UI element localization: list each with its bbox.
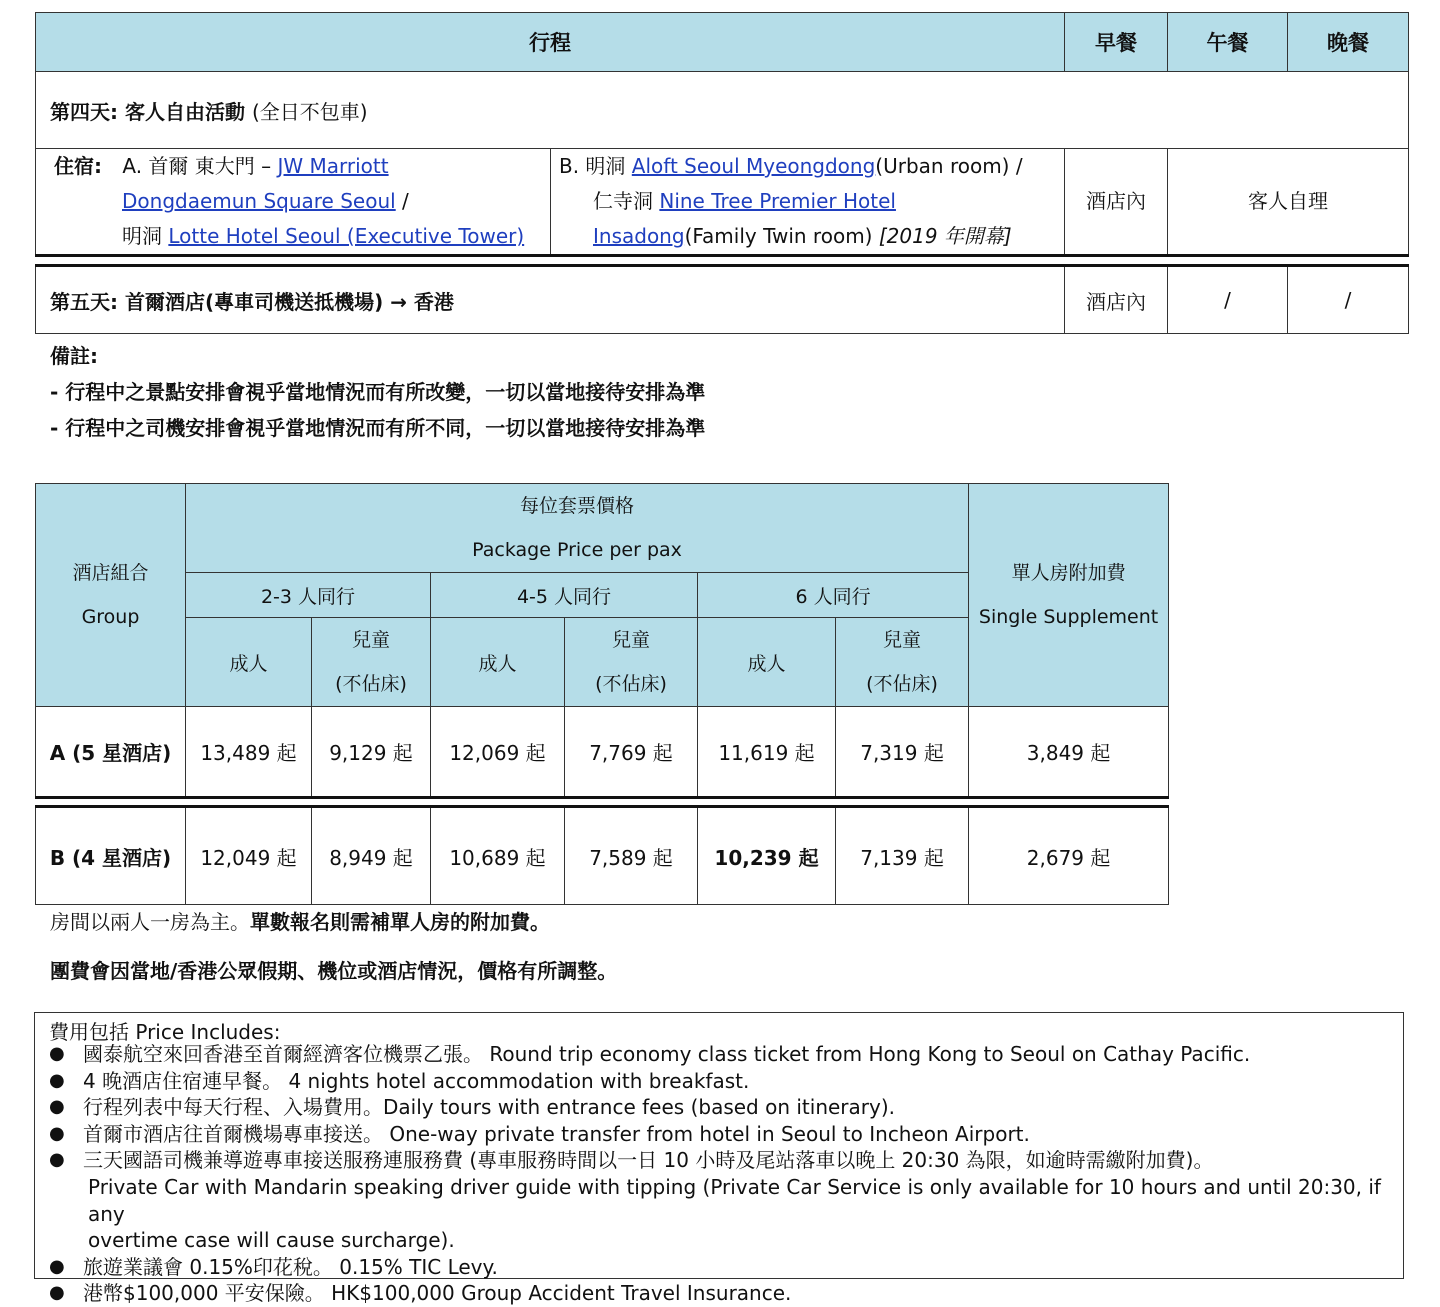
child-label: 兒童 xyxy=(351,629,390,651)
adult-header-2: 成人 xyxy=(431,618,565,707)
bullet-icon: ● xyxy=(49,1069,65,1091)
lodging-row xyxy=(36,149,1409,256)
includes-title: 費用包括 Price Includes: xyxy=(49,1020,281,1044)
lodging-a-sep: / xyxy=(395,189,409,213)
aloft-myeongdong-link[interactable]: Aloft Seoul Myeongdong xyxy=(631,154,876,178)
price-b-4-5-adult: 10,689 起 xyxy=(431,807,565,905)
price-header-row-1 xyxy=(36,484,1169,573)
group-a: A (5 星酒店) xyxy=(36,707,186,798)
lodging-a-line2 xyxy=(54,184,550,219)
child-no-bed: (不佔床) xyxy=(335,673,407,695)
bullet-icon: ● xyxy=(49,1096,65,1118)
jw-marriott-link[interactable]: JW Marriott xyxy=(277,154,389,178)
price-b-4-5-child: 7,589 起 xyxy=(565,807,698,905)
room-note-normal: 房間以兩人一房為主。 xyxy=(50,910,250,934)
list-item xyxy=(35,1121,1395,1148)
lodging-a-prefix: A. 首爾 東大門 – xyxy=(122,154,278,178)
list-item xyxy=(35,1147,1395,1253)
header-breakfast: 早餐 xyxy=(1065,13,1168,72)
child-no-bed: (不佔床) xyxy=(595,673,667,695)
child-header-3 xyxy=(836,618,969,707)
adult-header-3: 成人 xyxy=(698,618,836,707)
price-a-6-child: 7,319 起 xyxy=(836,707,969,798)
lodging-option-a xyxy=(36,149,551,256)
lodging-option-b xyxy=(551,149,1065,256)
price-a-4-5-adult: 12,069 起 xyxy=(431,707,565,798)
price-b-2-3-child: 8,949 起 xyxy=(312,807,431,905)
lodging-b-suffix2: (Family Twin room) xyxy=(684,224,879,248)
header-lunch: 午餐 xyxy=(1168,13,1288,72)
list-item xyxy=(35,1068,1395,1095)
day5-row xyxy=(36,266,1409,334)
lotte-hotel-link[interactable]: Lotte Hotel Seoul (Executive Tower) xyxy=(168,224,525,248)
include-item-3: 行程列表中每天行程、入場費用。Daily tours with entrance fees (based on itinerary). xyxy=(83,1095,896,1120)
bullet-icon: ● xyxy=(49,1122,65,1144)
include-item-6: 旅遊業議會 0.15%印花稅。 0.15% TIC Levy. xyxy=(83,1254,498,1279)
day4-row xyxy=(36,72,1409,149)
remarks xyxy=(50,338,705,446)
price-b-6-adult: 10,239 起 xyxy=(698,807,836,905)
group-header xyxy=(36,484,186,707)
child-no-bed: (不佔床) xyxy=(866,673,938,695)
include-item-5: 三天國語司機兼導遊專車接送服務連服務費 (專車服務時間以一日 10 小時及尾站落車以晚上 20:30 為限，如逾時需繳附加費)。 xyxy=(83,1148,1214,1173)
price-b-6-child: 7,139 起 xyxy=(836,807,969,905)
lodging-b-area2: 仁寺洞 xyxy=(593,189,660,213)
package-header xyxy=(186,484,969,573)
lodging-b-line1 xyxy=(559,149,1064,184)
price-a-2-3-adult: 13,489 起 xyxy=(186,707,312,798)
separator-cell xyxy=(36,798,1169,807)
child-header-2 xyxy=(565,618,698,707)
lodging-b-opening: [2019 年開幕] xyxy=(878,224,1012,248)
header-dinner: 晚餐 xyxy=(1288,13,1409,72)
include-item-5-sub1: Private Car with Mandarin speaking driver guide with tipping (Private Car Service is only available for 10 hours and until 20:30, if any xyxy=(88,1174,1381,1226)
price-adjust-note: 團費會因當地/香港公眾假期、機位或酒店情況，價格有所調整。 xyxy=(50,959,618,983)
single-b: 2,679 起 xyxy=(969,807,1169,905)
lodging-b-suffix1: (Urban room) / xyxy=(875,154,1023,178)
include-item-7: 港幣$100,000 平安保險。 HK$100,000 Group Accident Travel Insurance. xyxy=(83,1281,792,1306)
size-6: 6 人同行 xyxy=(698,573,969,618)
day5-breakfast: 酒店內 xyxy=(1065,266,1168,334)
lodging-a-line3 xyxy=(54,219,550,254)
table-row xyxy=(36,807,1169,905)
header-itinerary: 行程 xyxy=(36,13,1065,72)
list-item xyxy=(35,1280,1395,1307)
lodging-a-area2: 明洞 xyxy=(122,224,169,248)
day5-lunch: / xyxy=(1168,266,1288,334)
lodging-breakfast: 酒店內 xyxy=(1065,149,1168,256)
single-supplement-header xyxy=(969,484,1169,707)
day4-note: (全日不包車) xyxy=(251,99,368,124)
include-item-4: 首爾市酒店往首爾機場專車接送。 One-way private transfer from hotel in Seoul to Incheon Airport. xyxy=(83,1121,1030,1146)
day4-cell xyxy=(36,72,1409,149)
day5-cell xyxy=(36,266,1065,334)
single-header-en: Single Supplement xyxy=(978,606,1159,628)
day4-label: 第四天: xyxy=(50,99,118,124)
include-item-5-sub2: overtime case will cause surcharge). xyxy=(88,1228,455,1253)
package-header-zh: 每位套票價格 xyxy=(520,495,635,517)
single-header-zh: 單人房附加費 xyxy=(1011,562,1126,584)
itinerary-table xyxy=(35,12,1409,334)
group-header-en: Group xyxy=(81,606,140,628)
size-2-3: 2-3 人同行 xyxy=(186,573,431,618)
bullet-icon: ● xyxy=(49,1043,65,1064)
size-4-5: 4-5 人同行 xyxy=(431,573,698,618)
day5-dinner: / xyxy=(1288,266,1409,334)
lodging-label: 住宿: xyxy=(54,154,102,178)
room-note-bold: 單數報名則需補單人房的附加費。 xyxy=(250,910,550,934)
group-header-zh: 酒店組合 xyxy=(72,562,149,584)
package-header-en: Package Price per pax xyxy=(472,539,682,561)
nine-tree-link[interactable]: Nine Tree Premier Hotel xyxy=(659,189,896,213)
lodging-b-prefix: B. 明洞 xyxy=(559,154,632,178)
adult-header-1: 成人 xyxy=(186,618,312,707)
price-table xyxy=(35,483,1169,905)
include-item-1: 國泰航空來回香港至首爾經濟客位機票乙張。 Round trip economy class ticket from Hong Kong to Seoul on Cathay Pacific. xyxy=(83,1042,1251,1066)
price-separator xyxy=(36,798,1169,807)
nine-tree-insadong-link[interactable]: Insadong xyxy=(593,224,685,248)
room-note xyxy=(50,906,550,935)
price-a-2-3-child: 9,129 起 xyxy=(312,707,431,798)
bullet-icon: ● xyxy=(49,1149,65,1171)
child-label: 兒童 xyxy=(611,629,650,651)
lodging-b-line2 xyxy=(559,184,1064,219)
day5-title: 首爾酒店(專車司機送抵機場) → 香港 xyxy=(124,289,454,314)
itinerary-header-row xyxy=(36,13,1409,72)
single-a: 3,849 起 xyxy=(969,707,1169,798)
list-item xyxy=(35,1254,1395,1281)
group-b: B (4 星酒店) xyxy=(36,807,186,905)
separator-cell xyxy=(36,256,1409,266)
remarks-title: 備註: xyxy=(50,344,98,368)
table-row xyxy=(36,707,1169,798)
lodging-a-line1 xyxy=(54,149,550,184)
itinerary-separator xyxy=(36,256,1409,266)
price-includes-box xyxy=(34,1012,1404,1306)
price-a-4-5-child: 7,769 起 xyxy=(565,707,698,798)
bullet-icon: ● xyxy=(49,1255,65,1277)
day5-label: 第五天: xyxy=(50,289,118,314)
child-label: 兒童 xyxy=(883,629,922,651)
list-item xyxy=(35,1041,1395,1068)
lodging-lunch-dinner: 客人自理 xyxy=(1168,149,1409,256)
remark-line-2: - 行程中之司機安排會視乎當地情況而有所不同，一切以當地接待安排為準 xyxy=(50,416,706,440)
remark-line-1: - 行程中之景點安排會視乎當地情況而有所改變，一切以當地接待安排為準 xyxy=(50,380,706,404)
list-item xyxy=(35,1094,1395,1121)
bullet-icon: ● xyxy=(49,1282,65,1304)
includes-list xyxy=(35,1041,1395,1307)
day4-title: 客人自由活動 xyxy=(124,99,245,124)
price-a-6-adult: 11,619 起 xyxy=(698,707,836,798)
include-item-2: 4 晚酒店住宿連早餐。 4 nights hotel accommodation with breakfast. xyxy=(83,1068,750,1093)
lodging-b-line3 xyxy=(559,219,1064,254)
price-b-2-3-adult: 12,049 起 xyxy=(186,807,312,905)
jw-marriott-dongdaemun-link[interactable]: Dongdaemun Square Seoul xyxy=(122,189,396,213)
child-header-1 xyxy=(312,618,431,707)
